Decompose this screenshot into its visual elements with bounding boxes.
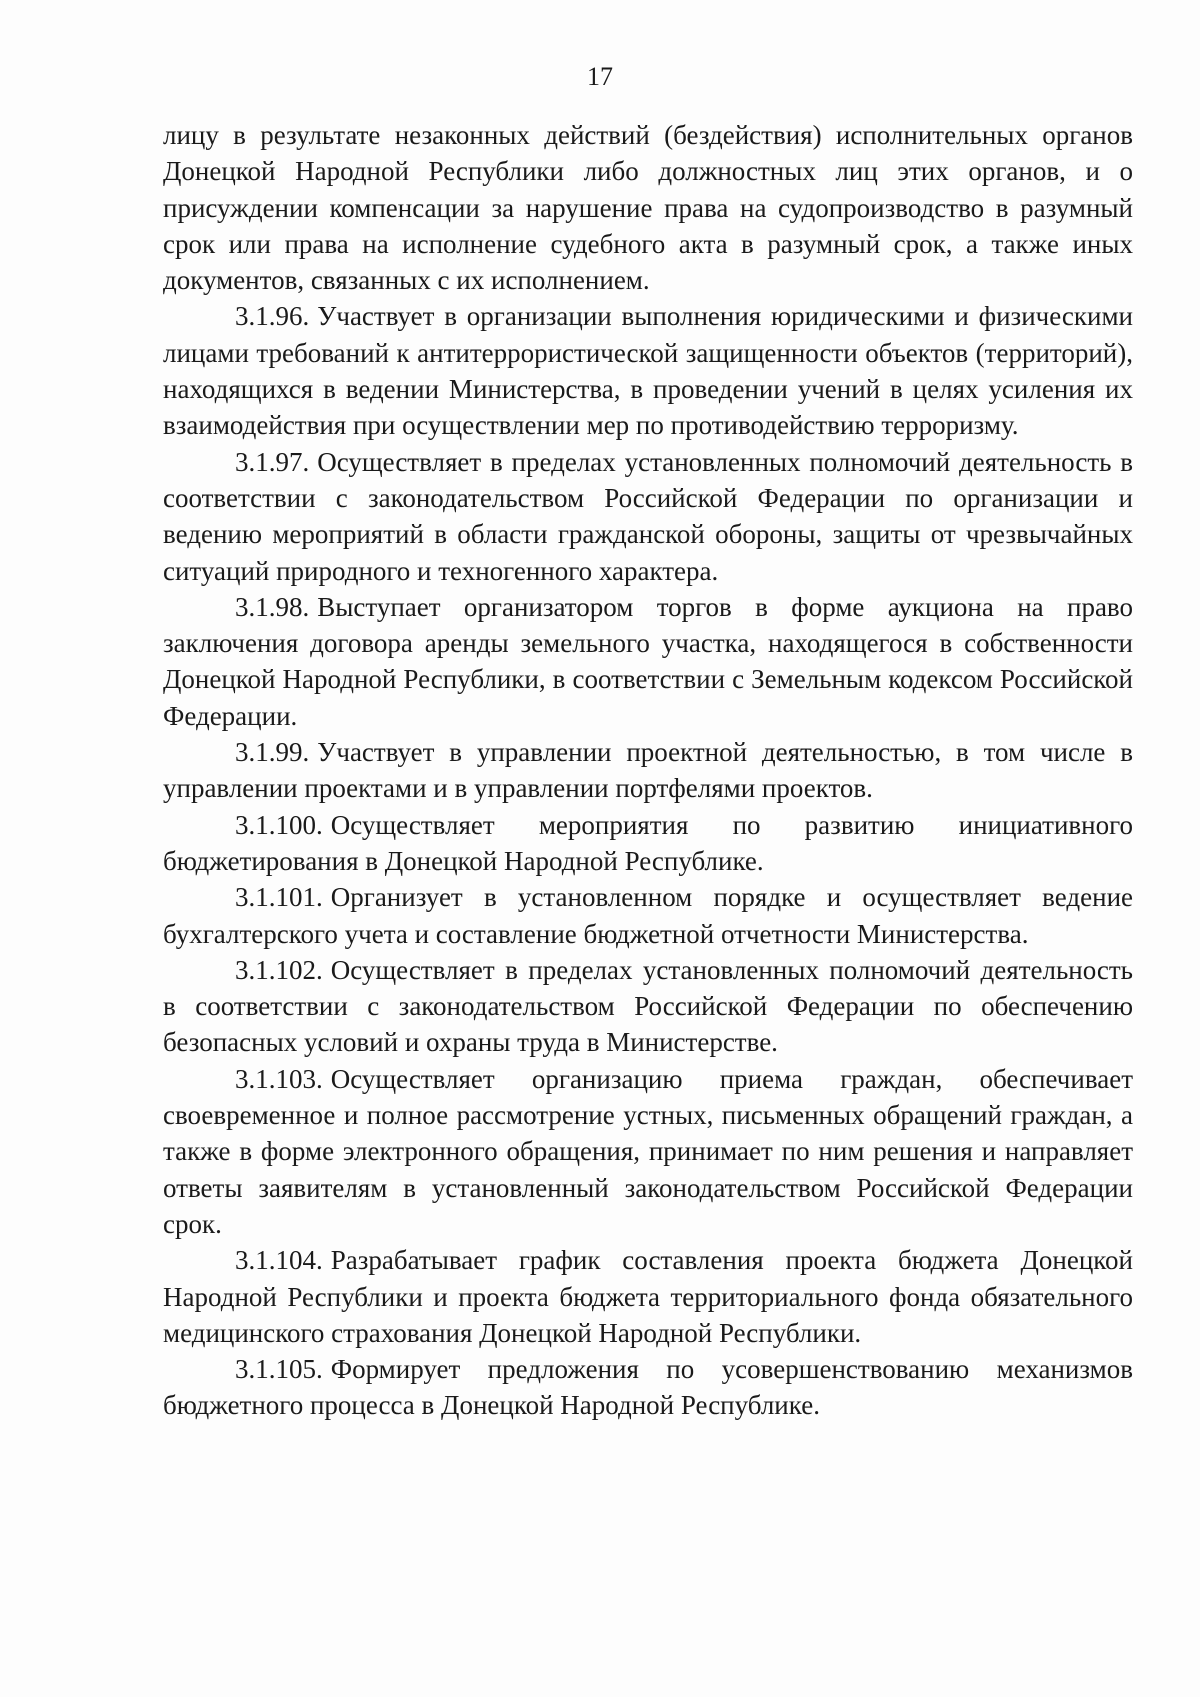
paragraph-number: 3.1.97. xyxy=(235,446,310,477)
paragraph-text: Участвует в организации выполнения юридическими и физическими лицами требований к антитеррористической защищенности объектов (территорий), находящихся в ведении Министерства, в проведении учений в целях усиления их взаимодействия при осуществлении мер по противодействию терроризму. xyxy=(163,301,1133,441)
paragraph-3-1-97 xyxy=(163,444,1133,589)
paragraph-number: 3.1.102. xyxy=(235,954,323,985)
paragraph-3-1-105 xyxy=(163,1351,1133,1424)
paragraph-text: Осуществляет организацию приема граждан, обеспечивает своевременное и полное рассмотрение устных, письменных обращений граждан, а также в форме электронного обращения, принимает по ним решения и направляет ответы заявителям в установленный законодательством Российской Федерации срок. xyxy=(163,1063,1133,1239)
paragraph-3-1-101 xyxy=(163,879,1133,952)
paragraph-3-1-96 xyxy=(163,298,1133,443)
paragraph-text: Участвует в управлении проектной деятельностью, в том числе в управлении проектами и в управлении портфелями проектов. xyxy=(163,737,1133,804)
paragraph-3-1-102 xyxy=(163,952,1133,1061)
paragraph-number: 3.1.101. xyxy=(235,882,323,913)
paragraph-3-1-104 xyxy=(163,1242,1133,1351)
paragraph-text: Осуществляет в пределах установленных полномочий деятельность в соответствии с законодательством Российской Федерации по организации и ведению мероприятий в области гражданской обороны, защиты от чрезвычайных ситуаций природного и техногенного характера. xyxy=(163,446,1133,586)
paragraph-3-1-99 xyxy=(163,734,1133,807)
paragraph-text: Разрабатывает график составления проекта бюджета Донецкой Народной Республики и проекта бюджета территориального фонда обязательного медицинского страхования Донецкой Народной Республики. xyxy=(163,1245,1133,1348)
page-number: 17 xyxy=(587,62,613,91)
paragraph-3-1-103 xyxy=(163,1061,1133,1242)
paragraph-continuation xyxy=(163,117,1133,298)
paragraph-number: 3.1.103. xyxy=(235,1063,323,1094)
paragraph-number: 3.1.96. xyxy=(235,301,310,332)
paragraph-text: лицу в результате незаконных действий (бездействия) исполнительных органов Донецкой Народной Республики либо должностных лиц этих органов, и о присуждении компенсации за нарушение права на судопроизводство в разумный срок или права на исполнение судебного акта в разумный срок, а также иных документов, связанных с их исполнением. xyxy=(163,120,1133,296)
paragraph-text: Осуществляет в пределах установленных полномочий деятельность в соответствии с законодательством Российской Федерации по обеспечению безопасных условий и охраны труда в Министерстве. xyxy=(163,954,1133,1058)
paragraph-number: 3.1.100. xyxy=(235,809,323,840)
paragraph-text: Выступает организатором торгов в форме аукциона на право заключения договора аренды земельного участка, находящегося в собственности Донецкой Народной Республики, в соответствии с Земельным кодексом Российской Федерации. xyxy=(163,591,1133,731)
paragraph-number: 3.1.105. xyxy=(235,1354,323,1385)
paragraph-number: 3.1.104. xyxy=(235,1245,323,1276)
paragraph-text: Формирует предложения по усовершенствованию механизмов бюджетного процесса в Донецкой Народной Республике. xyxy=(163,1354,1133,1421)
paragraph-number: 3.1.98. xyxy=(235,591,310,622)
paragraph-3-1-98 xyxy=(163,589,1133,734)
document-body xyxy=(163,117,1133,1424)
paragraph-3-1-100 xyxy=(163,807,1133,880)
paragraph-text: Осуществляет мероприятия по развитию инициативного бюджетирования в Донецкой Народной Республике. xyxy=(163,809,1133,876)
paragraph-number: 3.1.99. xyxy=(235,737,310,768)
paragraph-text: Организует в установленном порядке и осуществляет ведение бухгалтерского учета и составление бюджетной отчетности Министерства. xyxy=(163,882,1133,949)
